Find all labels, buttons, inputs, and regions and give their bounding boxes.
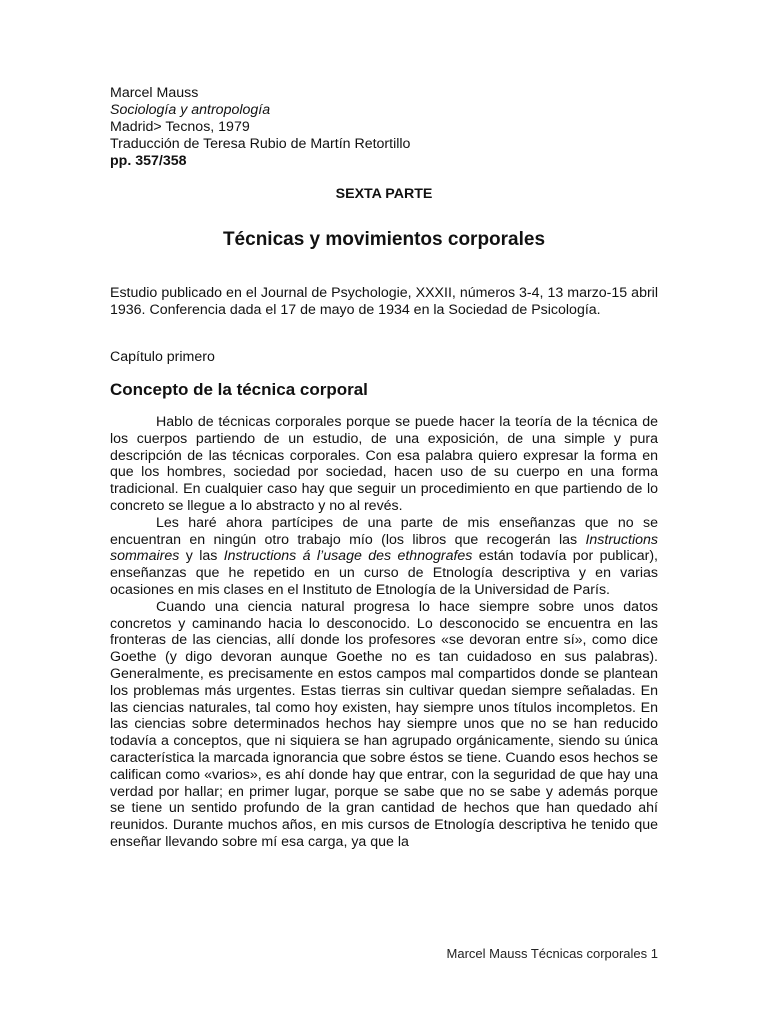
paragraph-2-text-e: están todavía por publicar), enseñanzas que he repetido en un curso de Etnología descriptiva y en varias ocasiones en mis clases en el Instituto de Etnología de la Universidad de París. [110,548,658,598]
paragraph-3: Cuando una ciencia natural progresa lo hace siempre sobre unos datos concretos y caminando hacia lo desconocido. Lo desconocido se encuentra en las fronteras de las ciencias, allí donde los profesores «se devoran entre sí», como dice Goethe (y digo devoran aunque Goethe no es tan cuidadoso en sus palabras). Generalmente, es precisamente en estos campos mal compartidos donde se plantean los problemas más urgentes. Estas tierras sin cultivar quedan siempre señaladas. En las ciencias naturales, tal como hoy existen, hay siempre unos títulos incompletos. En las ciencias sobre determinados hechos hay siempre unos que no se han reducido todavía a conceptos, que ni siquiera se han agrupado orgánicamente, siendo su única característica la marcada ignorancia que sobre éstos se tiene. Cuando esos hechos se califican como «varios», es ahí donde hay que entrar, con la seguridad de que hay una verdad por hallar; en primer lugar, porque se sabe que no se sabe y además porque se tiene un sentido profundo de la gran cantidad de hechos que han quedado ahí reunidos. Durante muchos años, en mis cursos de Etnología descriptiva he tenido que enseñar llevando sobre mí esa carga, ya que la [110,598,658,850]
instructions-usage-title: Instructions á l’usage des ethnografes [223,548,473,565]
author-name: Marcel Mauss [110,85,199,101]
book-title: Sociología y antropología [110,102,271,118]
page-footer: Marcel Mauss Técnicas corporales 1 [446,946,658,961]
chapter-label: Capítulo primero [110,349,215,365]
part-heading: SEXTA PARTE [335,186,433,202]
section-title: Concepto de la técnica corporal [110,380,368,399]
bibliographic-reference [110,85,658,170]
page-range: pp. 357/358 [110,153,187,169]
translation-credit: Traducción de Teresa Rubio de Martín Retortillo [110,136,411,152]
document-page [110,85,658,851]
body-text [110,414,658,851]
intro-note: Estudio publicado en el Journal de Psychologie, XXXII, números 3-4, 13 marzo-15 abril 1936. Conferencia dada el 17 de mayo de 1934 en la Sociedad de Psicología. [110,285,658,318]
paragraph-2-text-a: Les haré ahora partícipes de una parte de mis enseñanzas que no se encuentran en ningún otro trabajo mío (los libros que recogerán las [110,514,658,548]
publisher-line: Madrid> Tecnos, 1979 [110,119,250,135]
document-title: Técnicas y movimientos corporales [222,229,546,250]
paragraph-2-text-c: y las [179,548,224,565]
paragraph-1: Hablo de técnicas corporales porque se puede hacer la teoría de la técnica de los cuerpos partiendo de un estudio, de una exposición, de una simple y pura descripción de las técnicas corporales. Con esa palabra quiero expresar la forma en que los hombres, sociedad por sociedad, hacen uso de su cuerpo en una forma tradicional. En cualquier caso hay que seguir un procedimiento en que partiendo de lo concreto se llegue a lo abstracto y no al revés. [110,414,658,514]
paragraph-2 [110,515,658,599]
instructions-sommaires-title: Instructions sommaires [110,531,658,565]
